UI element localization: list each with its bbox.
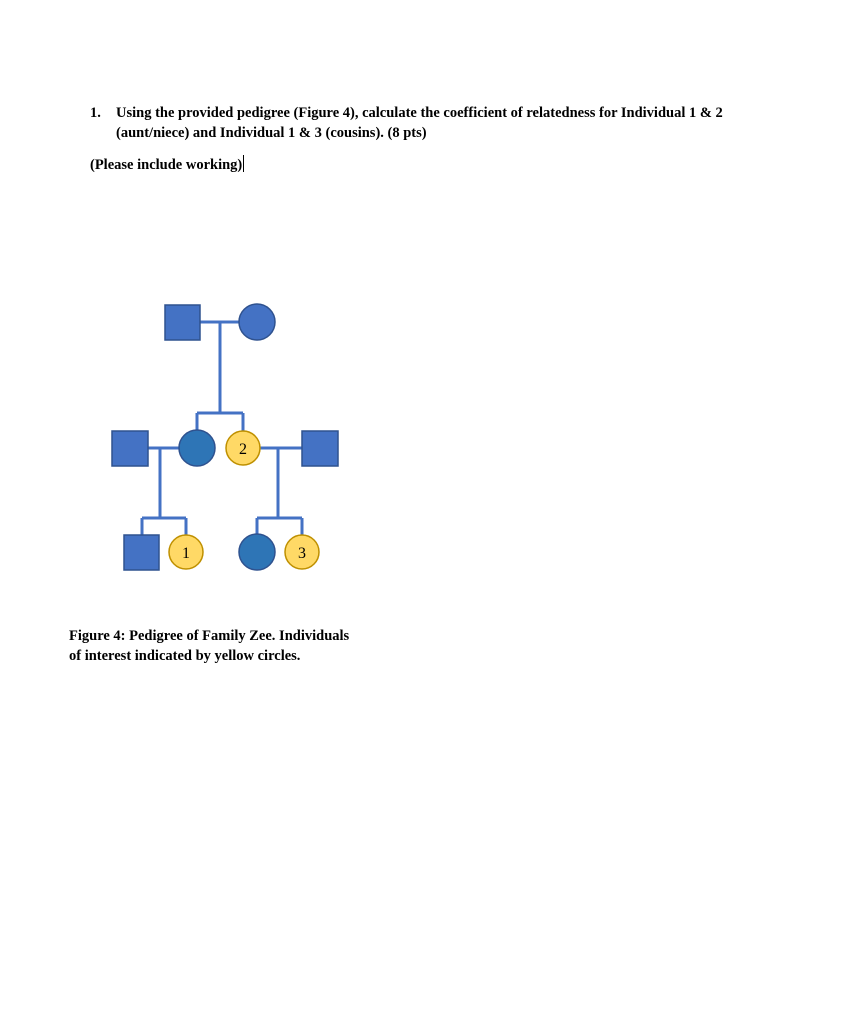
pedigree-chart	[100, 290, 360, 580]
individual-2-label: 2	[239, 441, 247, 458]
caption-line-2: of interest indicated by yellow circles.	[69, 648, 301, 664]
pedigree-lines	[142, 322, 302, 535]
cousin-female-circle	[239, 534, 275, 570]
working-note: (Please include working)	[90, 157, 243, 173]
grandmother-circle	[239, 304, 275, 340]
father-left-square	[112, 431, 148, 466]
text-cursor	[243, 155, 244, 172]
individual-1-label: 1	[182, 545, 190, 562]
working-note-line[interactable]	[90, 155, 244, 175]
grandfather-square	[165, 305, 200, 340]
father-right-square	[302, 431, 338, 466]
figure-caption	[69, 626, 399, 666]
mother-left-circle	[179, 430, 215, 466]
question-text: Using the provided pedigree (Figure 4), calculate the coefficient of relatedness for Individual 1 & 2 (aunt/niece) and Individual 1 & 3 (cousins). (8 pts)	[116, 105, 723, 141]
individual-3-label: 3	[298, 545, 306, 562]
question-number: 1.	[90, 105, 101, 121]
caption-line-1: Figure 4: Pedigree of Family Zee. Individuals	[69, 628, 350, 644]
cousin-male-square	[124, 535, 159, 570]
